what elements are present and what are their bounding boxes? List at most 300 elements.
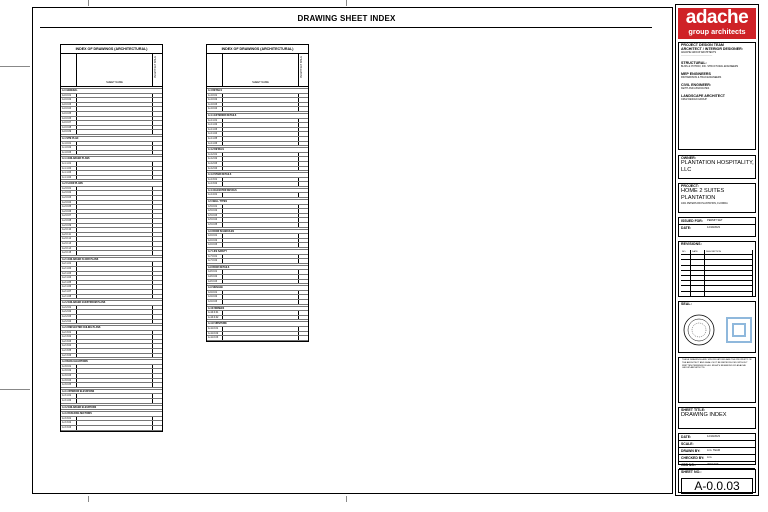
project-name: HOME 2 SUITES PLANTATION: [681, 188, 725, 201]
sheet-name-cell: [223, 94, 299, 98]
mep-name: RICHARDSON & TRAN ENGINEERS: [681, 76, 722, 79]
sheet-name-cell: [223, 291, 299, 295]
issue-mark-cell: [153, 421, 162, 425]
sheet-number-cell: A-2.2.02: [61, 310, 77, 314]
issue-mark-cell: [153, 399, 162, 403]
sheet-number-cell: A-6.0.02: [207, 239, 223, 243]
issue-mark-cell: [153, 151, 162, 155]
index-group-label: A-4.1 EXTERIOR DETAILS: [207, 114, 308, 119]
drawing-index-table: [206, 44, 309, 342]
issue-mark-cell: [153, 205, 162, 209]
sheet-number-cell: A-3.0.04: [61, 379, 77, 383]
issue-mark-cell: [153, 383, 162, 387]
sheet-number-cell: A-4.3.01: [207, 178, 223, 182]
sheet-name-cell: [223, 162, 299, 166]
architect-label: ARCHITECT / INTERIOR DESIGNER:: [681, 47, 743, 51]
sheet-number-cell: A-1.1.01: [61, 162, 77, 166]
sheet-meta-key: JOB NO.:: [681, 463, 697, 467]
seal-box: [678, 301, 756, 353]
sheet-number-cell: A-3.3.02: [61, 421, 77, 425]
issue-mark-cell: [299, 280, 308, 284]
index-group-label: A-0 GENERAL: [61, 89, 162, 94]
sheet-number-cell: A-2.3.01: [61, 331, 77, 335]
sheet-number-cell: A-11.0.01: [207, 327, 223, 331]
issue-mark-cell: [153, 285, 162, 289]
sheet-number-cell: A-2.2.03: [61, 315, 77, 319]
issue-mark-cell: [153, 267, 162, 271]
sheet-name-cell: [223, 316, 299, 320]
sheet-name-cell: [77, 201, 153, 205]
sheet-number-cell: A-5.0.03: [207, 214, 223, 218]
sheet-meta-value: 2023-0XX: [707, 463, 719, 466]
index-row: [61, 426, 162, 431]
sheet-number-cell: A-0.0.09: [61, 130, 77, 134]
issue-mark-cell: [299, 209, 308, 213]
index-title: INDEX OF DRAWINGS (ARCHITECTURAL): [207, 45, 308, 54]
sheet-name-cell: [77, 142, 153, 146]
sheet-meta-key: DATE:: [681, 435, 692, 439]
sheet-number-cell: A-2.0.13: [61, 242, 77, 246]
revision-cell: [681, 286, 691, 290]
sheet-name-cell: [77, 146, 153, 150]
sheet-name-cell: [77, 349, 153, 353]
issue-mark-cell: [299, 132, 308, 136]
revision-cell: [705, 286, 753, 290]
sheet-name-cell: [77, 151, 153, 155]
revisions-label: REVISIONS:: [681, 242, 702, 246]
issue-mark-cell: [299, 214, 308, 218]
sheet-name-cell: [77, 103, 153, 107]
issued-for-value: PERMIT SET: [707, 219, 723, 222]
sheet-name-cell: [223, 132, 299, 136]
sheet-number-cell: A-2.0.14: [61, 247, 77, 251]
sheet-number-cell: A-2.0.07: [61, 214, 77, 218]
issue-mark-cell: [299, 193, 308, 197]
sheet-number-cell: A-2.3.06: [61, 354, 77, 358]
sheet-name-cell: [77, 171, 153, 175]
issue-mark-cell: [153, 262, 162, 266]
issue-mark-cell: [153, 201, 162, 205]
edge-tick: [88, 496, 89, 502]
sheet-title: DRAWING SHEET INDEX: [297, 14, 396, 23]
sheet-name-cell: [77, 187, 153, 191]
sheet-number-cell: A-2.0.12: [61, 237, 77, 241]
sheet-name-cell: [77, 162, 153, 166]
sheet-number-cell: A-2.0.01: [61, 187, 77, 191]
sheet-name-cell: [223, 239, 299, 243]
sheet-number-cell: A-4.1.01: [207, 119, 223, 123]
sheet-number-cell: A-3.0.01: [61, 365, 77, 369]
edge-tick: [0, 389, 30, 390]
sheet-number-cell: A-0.0.06: [61, 117, 77, 121]
issue-mark-cell: [299, 107, 308, 111]
issue-mark-cell: [153, 306, 162, 310]
sheet-number-cell: A-2.1.08: [61, 295, 77, 299]
sheet-number-cell: A-0.0.01: [61, 94, 77, 98]
sheet-number-cell: A-2.0.15: [61, 251, 77, 255]
issue-mark-cell: [153, 187, 162, 191]
project-team-box: PROJECT DESIGN TEAM ARCHITECT / INTERIOR DESIGNER: ADACHE GROUP ARCHITECTS ————————————— STRUCTURAL: BLISS & NYITRAY, INC. STRUCTURAL ENGINEERS MEP ENGINEERS RICHARDSON & TRAN ENGINEERS CIVIL ENGINEER: KEITH AND ASSOCIATES LANDSCAPE ARCHITECT CRUZ DESIGN GROUP: [678, 42, 756, 150]
sheet-title-label: SHEET TITLE:: [681, 408, 706, 412]
sheet-name-cell: [223, 259, 299, 263]
sheet-name-cell: [77, 262, 153, 266]
issue-mark-cell: [153, 98, 162, 102]
sheet-name-cell: [77, 417, 153, 421]
revision-cell: [681, 281, 691, 285]
adache-logo: [678, 8, 756, 39]
sheet-name-cell: [223, 270, 299, 274]
sheet-name-cell: [77, 365, 153, 369]
issue-mark-cell: [299, 243, 308, 247]
issue-mark-cell: [153, 242, 162, 246]
sheet-name-cell: [77, 121, 153, 125]
sheet-name-cell: [223, 142, 299, 146]
issue-mark-cell: [153, 310, 162, 314]
index-title: INDEX OF DRAWINGS (ARCHITECTURAL): [61, 45, 162, 54]
sheet-name-cell: [223, 255, 299, 259]
sheet-name-cell: [77, 421, 153, 425]
sheet-name-cell: [223, 234, 299, 238]
issue-mark-cell: [299, 205, 308, 209]
sheet-name-cell: [77, 126, 153, 130]
sheet-number-cell: A-3.0.02: [61, 369, 77, 373]
sheet-number-column-header: [207, 54, 223, 86]
issue-mark-cell: [153, 176, 162, 180]
issue-mark-cell: [153, 379, 162, 383]
sheet-number-cell: A-10.0.01: [207, 311, 223, 315]
revision-row: [681, 292, 753, 297]
issue-mark-cell: [299, 332, 308, 336]
issue-mark-cell: [153, 315, 162, 319]
index-group-label: A-3.3 BUILDING SECTIONS: [61, 412, 162, 417]
sheet-number-cell: A-0.0.02: [61, 98, 77, 102]
sheet-name-cell: [223, 178, 299, 182]
sheet-name-cell: [77, 210, 153, 214]
index-group-label: A-3.2 ENLARGED ELEVATIONS: [61, 406, 162, 411]
sheet-number-cell: A-5.0.05: [207, 223, 223, 227]
sheet-name-cell: [77, 285, 153, 289]
sheet-number-cell: A-2.3.02: [61, 335, 77, 339]
sheet-number-cell: A-3.1.02: [61, 399, 77, 403]
issue-mark-cell: [153, 142, 162, 146]
issue-mark-cell: [153, 331, 162, 335]
title-rule: [40, 27, 652, 28]
issue-mark-cell: [153, 196, 162, 200]
sheet-number-cell: A-4.1.03: [207, 128, 223, 132]
architect-name: ADACHE GROUP ARCHITECTS: [681, 51, 717, 54]
sheet-number-cell: A-2.0.06: [61, 210, 77, 214]
sheet-number-cell: A-1.0.03: [61, 151, 77, 155]
issue-mark-cell: [299, 153, 308, 157]
index-group-label: A-7 LIFE SAFETY: [207, 250, 308, 255]
issue-mark-cell: [299, 157, 308, 161]
sheet-meta-key: SCALE:: [681, 442, 694, 446]
sheet-name-cell: [223, 327, 299, 331]
project-address: 1001 PETERS RD PLANTATION, FLORIDA: [681, 202, 728, 205]
sheet-name-cell: [77, 214, 153, 218]
issue-mark-cell: [153, 167, 162, 171]
revision-header-cell: NO.: [681, 250, 691, 254]
sheet-name-cell: [77, 295, 153, 299]
sheet-number-cell: A-1.0.02: [61, 146, 77, 150]
sheet-name-cell: [77, 276, 153, 280]
sheet-meta-key: DRAWN BY:: [681, 449, 701, 453]
sheet-name-cell: [77, 107, 153, 111]
owner-box: [678, 155, 756, 179]
issue-mark-cell: [299, 316, 308, 320]
sheet-name-cell: [77, 383, 153, 387]
index-group-label: A-1 SITE PLAN: [61, 137, 162, 142]
sheet-number-cell: A-9.0.02: [207, 295, 223, 299]
sheet-number-cell: A-2.1.07: [61, 290, 77, 294]
seal-label: SEAL:: [681, 302, 692, 306]
issue-mark-cell: [153, 228, 162, 232]
issue-mark-cell: [299, 291, 308, 295]
issue-mark-cell: [153, 191, 162, 195]
sheet-number-cell: A-4.1.02: [207, 123, 223, 127]
index-header: [207, 54, 308, 87]
issue-date-value: 12/19/2023: [707, 226, 720, 229]
revision-header-cell: DESCRIPTION: [705, 250, 753, 254]
sheet-number-cell: A-4.0.04: [207, 107, 223, 111]
sheet-name-column-header: SHEET NAME: [77, 54, 153, 86]
issue-mark-cell: [153, 126, 162, 130]
issue-mark-cell: [299, 119, 308, 123]
sheet-name-cell: [223, 295, 299, 299]
sheet-number-cell: A-5.0.01: [207, 205, 223, 209]
sheet-name-cell: [223, 214, 299, 218]
logo-tagline: group architects: [688, 27, 746, 36]
sheet-name-cell: [77, 191, 153, 195]
revision-cell: [691, 260, 705, 264]
sheet-number-cell: A-2.2.01: [61, 306, 77, 310]
mep-label: MEP ENGINEERS: [681, 72, 711, 76]
issue-mark-cell: [153, 290, 162, 294]
issue-mark-cell: [153, 394, 162, 398]
sheet-name-cell: [77, 315, 153, 319]
sheet-name-cell: [77, 272, 153, 276]
sheet-number-cell: A-2.0.04: [61, 201, 77, 205]
owner-label: OWNER:: [681, 156, 696, 160]
sheet-name-cell: [77, 340, 153, 344]
revision-cell: [705, 260, 753, 264]
civil-name: KEITH AND ASSOCIATES: [681, 87, 710, 90]
edge-tick: [346, 496, 347, 502]
sheet-number-cell: A-11.0.03: [207, 336, 223, 340]
drawing-index-table: [60, 44, 163, 432]
issue-mark-cell: [153, 233, 162, 237]
sheet-number-cell: A-2.1.01: [61, 262, 77, 266]
sheet-number-cell: A-8.0.01: [207, 270, 223, 274]
sheet-name-cell: [77, 354, 153, 358]
revision-cell: [691, 276, 705, 280]
sheet-number-cell: A-0.0.07: [61, 121, 77, 125]
issue-mark-cell: [299, 270, 308, 274]
sheet-name-cell: [223, 167, 299, 171]
index-group-label: A-2.1 ENLARGED FLOOR PLANS: [61, 258, 162, 263]
sheet-name-cell: [77, 112, 153, 116]
issue-mark-cell: [299, 300, 308, 304]
sheet-number-cell: A-1.1.04: [61, 176, 77, 180]
sheet-number-cell: A-1.0.01: [61, 142, 77, 146]
sheet-name-cell: [77, 344, 153, 348]
sheet-meta-key: CHECKED BY:: [681, 456, 705, 460]
architect-seal-icon: [681, 312, 755, 348]
sheet-name-cell: [223, 209, 299, 213]
sheet-name-cell: [77, 247, 153, 251]
issue-mark-cell: [153, 349, 162, 353]
issue-mark-cell: [153, 103, 162, 107]
sheet-name-cell: [77, 224, 153, 228]
issue-mark-cell: [299, 311, 308, 315]
sheet-name-cell: [223, 275, 299, 279]
sheet-title-box: [678, 407, 756, 429]
sheet-name-cell: [77, 331, 153, 335]
sheet-number-cell: A-4.4.01: [207, 193, 223, 197]
sheet-number-cell: A-3.3.01: [61, 417, 77, 421]
index-group-label: A-9 SIGNAGE: [207, 286, 308, 291]
sheet-meta-row: [679, 448, 755, 455]
issue-mark-cell: [299, 94, 308, 98]
sheet-number-cell: A-0.0.04: [61, 107, 77, 111]
issue-mark-cell: [153, 224, 162, 228]
logo-wordmark: adache: [685, 7, 749, 28]
sheet-name-cell: [77, 320, 153, 324]
sheet-number-cell: A-3.3.03: [61, 426, 77, 430]
sheet-name-cell: [77, 290, 153, 294]
sheet-number-cell: A-3.1.01: [61, 394, 77, 398]
sheet-number-cell: A-7.0.02: [207, 259, 223, 263]
sheet-number-cell: A-2.3.05: [61, 349, 77, 353]
issue-mark-cell: [153, 417, 162, 421]
sheet-name-cell: [77, 310, 153, 314]
sheet-name-cell: [223, 205, 299, 209]
sheet-number-cell: A-6.0.01: [207, 234, 223, 238]
sheet-name-cell: [223, 123, 299, 127]
sheet-number-cell: A-2.1.05: [61, 281, 77, 285]
issue-mark-cell: [299, 218, 308, 222]
sheet-name-cell: [223, 103, 299, 107]
sheet-meta-value: A.G.: [707, 456, 713, 459]
sheet-name-cell: [77, 237, 153, 241]
index-group-label: A-2 FLOOR PLANS: [61, 182, 162, 187]
sheet-number-cell: A-4.1.04: [207, 132, 223, 136]
sheet-name-cell: [77, 281, 153, 285]
sheet-name-cell: [77, 196, 153, 200]
revision-cell: [691, 281, 705, 285]
sheet-name-cell: [223, 157, 299, 161]
sheet-name-cell: [77, 251, 153, 255]
revision-cell: [681, 255, 691, 259]
issue-mark-cell: [299, 255, 308, 259]
revision-cell: [681, 271, 691, 275]
sheet-number-cell: A-2.3.03: [61, 340, 77, 344]
index-group-label: A-1.1 ENLARGED PLANS: [61, 157, 162, 162]
sheet-name-cell: [77, 242, 153, 246]
sheet-number-cell: A-2.0.02: [61, 191, 77, 195]
sheet-number-cell: A-2.0.08: [61, 219, 77, 223]
landscape-label: LANDSCAPE ARCHITECT: [681, 94, 725, 98]
issue-box: [678, 217, 756, 237]
issue-mark-cell: [153, 171, 162, 175]
revision-cell: [705, 271, 753, 275]
revision-cell: [681, 266, 691, 270]
index-group-label: A-2.2 ENLARGED GUESTROOM PLANS: [61, 301, 162, 306]
project-label: PROJECT:: [681, 184, 699, 188]
issue-mark-cell: [153, 374, 162, 378]
sheet-name-cell: [77, 369, 153, 373]
owner-name: PLANTATION HOSPITALITY, LLC: [681, 160, 754, 173]
sheet-name-cell: [223, 128, 299, 132]
sheet-number-cell: A-2.0.10: [61, 228, 77, 232]
issue-mark-cell: [299, 137, 308, 141]
sheet-number-cell: A-8.0.02: [207, 275, 223, 279]
revisions-box: [678, 241, 756, 297]
sheet-name-cell: [77, 335, 153, 339]
sheet-number-cell: A-4.1.05: [207, 137, 223, 141]
sheet-number-cell: A-2.1.02: [61, 267, 77, 271]
sheet-number-cell: A-2.3.04: [61, 344, 77, 348]
sheet-number-column-header: [61, 54, 77, 86]
sheet-meta-value: [707, 441, 755, 447]
issue-mark-cell: [299, 275, 308, 279]
sheet-name-cell: [223, 119, 299, 123]
sheet-number-cell: A-3.0.05: [61, 383, 77, 387]
issue-mark-cell: [153, 162, 162, 166]
index-group-label: A-11 FURNITURE: [207, 322, 308, 327]
sheet-name-cell: [77, 379, 153, 383]
sheet-name-cell: [223, 311, 299, 315]
sheet-number-cell: A-2.0.05: [61, 205, 77, 209]
sheet-name-cell: [77, 394, 153, 398]
issue-mark-cell: [153, 107, 162, 111]
issue-date-label: DATE:: [681, 226, 692, 230]
issue-mark-cell: [153, 369, 162, 373]
issue-column-header: [299, 54, 308, 86]
sheet-number-cell: A-7.0.01: [207, 255, 223, 259]
sheet-name-cell: [77, 306, 153, 310]
issue-mark-cell: [153, 344, 162, 348]
issue-mark-cell: [153, 281, 162, 285]
title-block: [675, 4, 759, 496]
revision-cell: [681, 276, 691, 280]
revision-cell: [691, 292, 705, 296]
sheet-name-cell: [223, 153, 299, 157]
sheet-number-cell: A-0.0.08: [61, 126, 77, 130]
sheet-name-cell: [223, 223, 299, 227]
issue-mark-cell: [153, 210, 162, 214]
index-group-label: A-8 ROOF DETAILS: [207, 266, 308, 271]
edge-tick: [346, 0, 347, 6]
sheet-number-cell: A-2.0.11: [61, 233, 77, 237]
index-group-label: A-2.3 REFLECTED CEILING PLANS: [61, 326, 162, 331]
sheet-number-cell: A-11.0.02: [207, 332, 223, 336]
revision-cell: [681, 292, 691, 296]
index-row: [207, 336, 308, 341]
issue-mark-cell: [153, 340, 162, 344]
sheet-name-cell: [77, 374, 153, 378]
sheet-meta-row: [679, 434, 755, 441]
revisions-table: [681, 250, 753, 297]
sheet-number: A-0.0.03: [681, 478, 753, 494]
sheet-name-cell: [77, 399, 153, 403]
issue-mark-cell: [299, 103, 308, 107]
issue-mark-cell: [153, 219, 162, 223]
issue-mark-cell: [153, 112, 162, 116]
project-box: [678, 183, 756, 213]
sheet-meta-value: 12/19/2023: [707, 435, 720, 438]
sheet-name-cell: [223, 137, 299, 141]
